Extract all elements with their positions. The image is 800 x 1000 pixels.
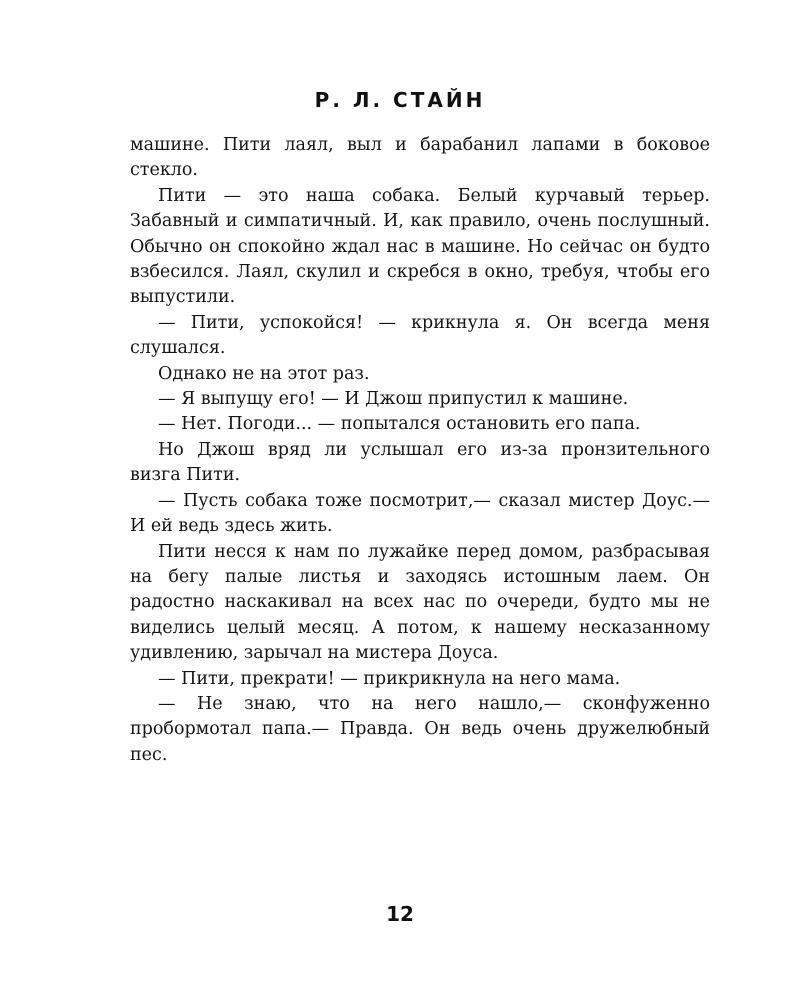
paragraph-continuation: машине. Пити лаял, выл и барабанил лапами в боковое стекло. [130, 135, 710, 181]
paragraph: — Пити, успокойся! — крикнула я. Он всегда меня слушался. [130, 312, 710, 359]
paragraph: — Не знаю, что на него нашло,— сконфуженно пробормотал папа.— Правда. Он ведь очень дружелюбный пес. [130, 693, 710, 765]
paragraph: Пити несся к нам по лужайке перед домом, разбрасывая на бегу палые листья и заходясь истошным лаем. Он радостно наскакивал на всех нас по очереди, будто мы не виделись целый месяц. А потом, к нашему несказанному удивлению, зарычал на мистера Доуса. [130, 541, 710, 664]
paragraph: — Пусть собака тоже посмотрит,— сказал мистер Доус.— И ей ведь здесь жить. [130, 490, 710, 537]
running-head-author: Р. Л. СТАЙН [314, 88, 486, 112]
paragraph: Однако не на этот раз. [158, 363, 370, 384]
paragraph: Пити — это наша собака. Белый курчавый терьер. Забавный и симпатичный. И, как правило, очень послушный. Обычно он спокойно ждал нас в машине. Но сейчас он будто взбесился. Лаял, скулил и скребся в окно, требуя, чтобы его выпустили. [130, 185, 710, 308]
paragraph: — Я выпущу его! — И Джош припустил к машине. [158, 389, 629, 410]
paragraph: — Нет. Погоди... — попытался остановить его папа. [158, 414, 641, 435]
paragraph: Но Джош вряд ли услышал его из-за пронзительного визга Пити. [130, 439, 710, 486]
body-text [130, 133, 710, 768]
page-number: 12 [386, 902, 414, 926]
paragraph: — Пити, прекрати! — прикрикнула на него мама. [158, 668, 621, 689]
